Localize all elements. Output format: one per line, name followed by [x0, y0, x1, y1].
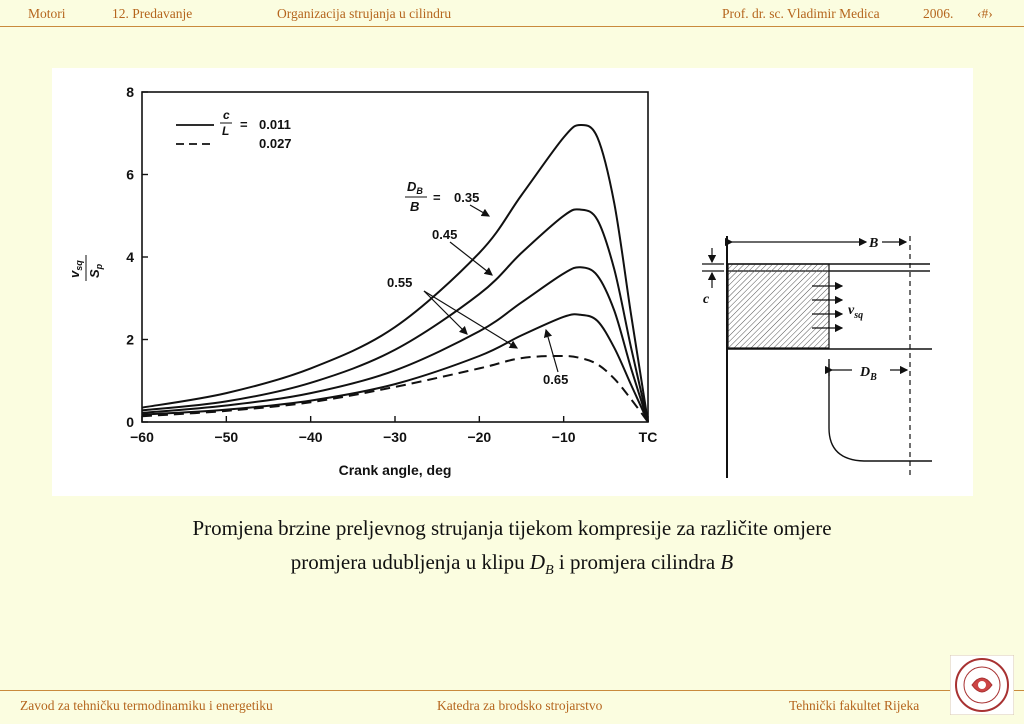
param-label [405, 179, 441, 214]
header-topic: Organizacija strujanja u cilindru [277, 6, 452, 21]
figure-svg [52, 68, 973, 496]
series-line-0.35-solid [142, 125, 648, 422]
arrow-0.55a [424, 291, 467, 334]
diagram-label-c: c [703, 292, 710, 307]
slide-header [0, 0, 1024, 26]
series-line-0.45-solid [142, 209, 648, 422]
legend [176, 108, 292, 151]
header-rule [0, 26, 1024, 27]
caption-db: $D_B$ [529, 550, 554, 579]
y-axis-label [67, 255, 104, 281]
series-line-0.55-solid [142, 267, 648, 422]
bowl-floor [829, 428, 932, 461]
x-tick-label: −10 [551, 429, 576, 445]
legend-entry-solid: 0.011 [259, 117, 291, 132]
y-label-numerator: $v_{sq}$ [67, 260, 84, 278]
series-label-0.65: 0.65 [543, 372, 569, 387]
series-label-0.45: 0.45 [432, 227, 458, 242]
y-tick-label: 8 [126, 84, 134, 100]
param-label-equals: = [433, 190, 441, 205]
legend-entry-dashed: 0.027 [259, 136, 292, 151]
slide-footer [0, 692, 1024, 718]
x-tick-label: TC [638, 429, 658, 445]
arrow-0.55b [424, 291, 517, 348]
param-label-numerator: $D_B$ [407, 179, 423, 196]
series-label-0.55: 0.55 [387, 275, 413, 290]
y-tick-label: 6 [126, 166, 134, 183]
series-line-0.65-dashed [142, 356, 648, 422]
plot-frame [142, 92, 648, 422]
figure-panel [52, 68, 973, 496]
footer-right: Tehnički fakultet Rijeka [789, 698, 920, 713]
x-tick-label: −60 [130, 429, 154, 445]
x-tick-label: −50 [214, 429, 239, 445]
chart [67, 84, 657, 478]
x-tick-label: −40 [298, 429, 323, 445]
faculty-seal-logo [950, 655, 1014, 715]
arrow-0.35 [470, 205, 489, 216]
x-tick-label: −20 [467, 429, 492, 445]
diagram-label-b: B [869, 236, 879, 251]
footer-left: Zavod za tehničku termodinamiku i energetiku [20, 698, 273, 713]
header-page-number: ‹#› [977, 6, 993, 21]
x-tick-label: −30 [383, 429, 407, 445]
axis-ticks [126, 84, 657, 445]
caption-b: B [720, 550, 734, 574]
footer-center: Katedra za brodsko strojarstvo [437, 698, 603, 713]
y-tick-label: 4 [126, 249, 134, 265]
series-layer [142, 125, 648, 422]
y-tick-label: 0 [126, 414, 134, 430]
legend-ratio-numerator: c [223, 108, 230, 122]
squish-region [728, 264, 829, 348]
legend-ratio-denominator: L [222, 124, 230, 138]
arrow-0.65 [546, 330, 558, 372]
series-label-0.35: 0.35 [454, 190, 480, 205]
diagram-label-db: $D_B$ [860, 365, 877, 383]
y-tick-label: 2 [126, 331, 134, 348]
caption-line-1: Promjena brzine preljevnog strujanja tijekom kompresije za različite omjere [192, 516, 832, 540]
figure-caption [60, 511, 964, 588]
header-author: Prof. dr. sc. Vladimir Medica [722, 6, 880, 21]
param-label-denominator: B [410, 199, 420, 214]
x-axis-label: Crank angle, deg [338, 462, 452, 478]
piston-diagram [702, 236, 932, 478]
header-course: Motori [28, 6, 66, 21]
caption-line-2: promjera udubljenja u klipu $D_B$ i promjera cilindra B [290, 550, 734, 579]
header-lecture: 12. Predavanje [112, 6, 193, 21]
diagram-label-vsq: $v_{sq}$ [848, 303, 864, 321]
footer-rule [0, 690, 1024, 691]
y-label-denominator: $S_p$ [87, 263, 104, 278]
legend-equals: = [240, 117, 248, 132]
header-year: 2006. [923, 6, 954, 21]
